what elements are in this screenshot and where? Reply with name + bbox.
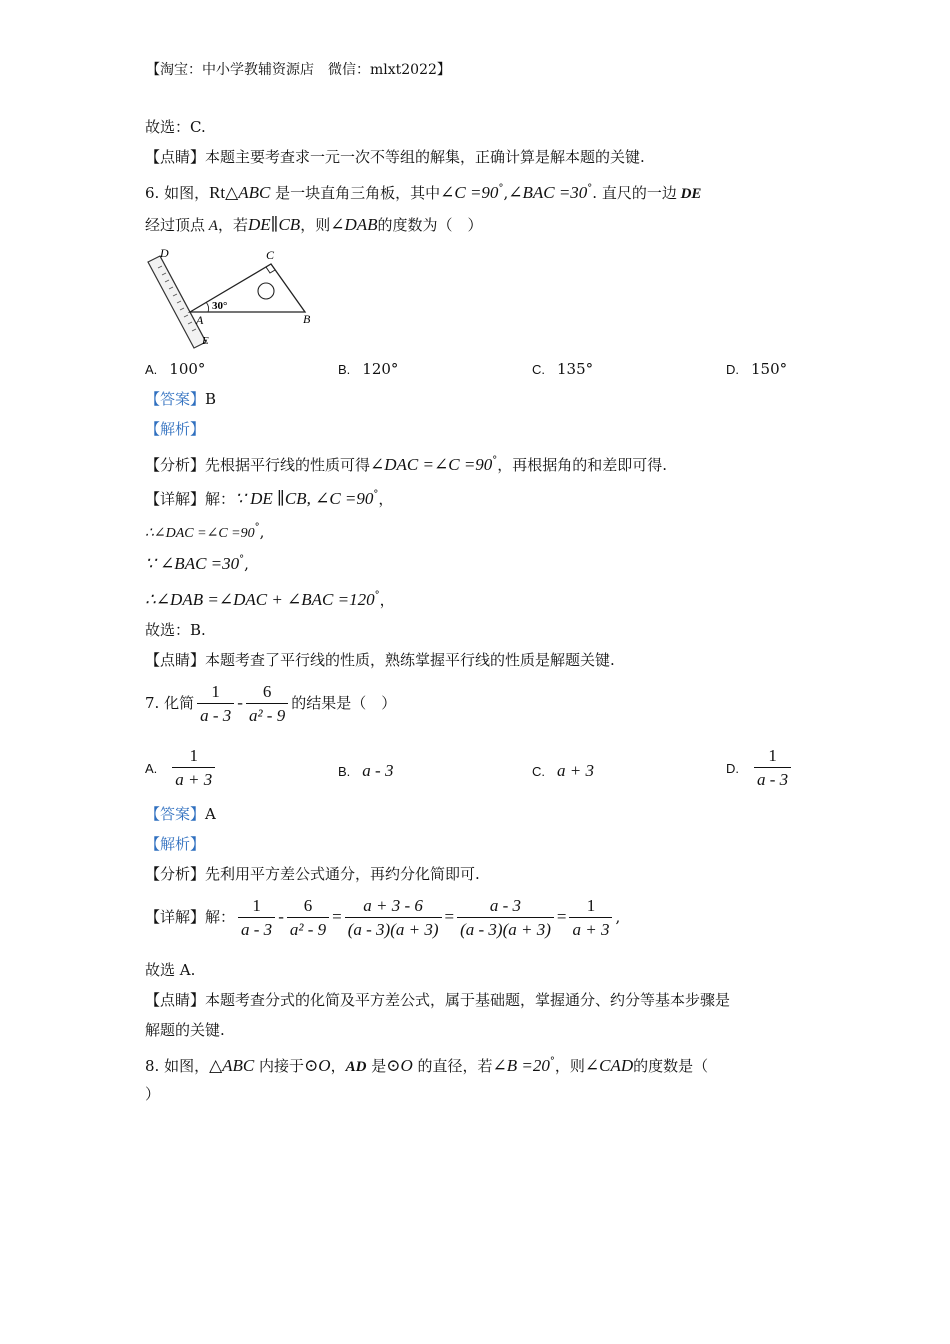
q6-option-c: C. 135° [532, 360, 594, 378]
q7-option-c: C. a + 3 [532, 761, 594, 780]
q5-selection: 故选：C. [145, 118, 206, 136]
q6-step2: ∵ ∠BAC =30°, [145, 554, 249, 573]
q7-answer: 【答案】A [145, 805, 216, 823]
q7-fenxi: 【分析】先利用平方差公式通分，再约分化简即可. [145, 865, 480, 883]
q7-option-b: B. a - 3 [338, 761, 394, 780]
q7-option-a: A. $\frac{1}{a + 3}$ [145, 745, 218, 792]
q8-stem-line1: 8. 如图，△ABC 内接于⊙O，AD 是⊙O 的直径，若∠B =20°，则∠CAD的度数是（ [145, 1056, 709, 1075]
fig-label-c: C [266, 248, 275, 262]
q6-answer: 【答案】B [145, 390, 217, 408]
q8-stem-line2: ） [145, 1085, 161, 1103]
q7-comment-line1: 【点睛】本题考查分式的化简及平方差公式，属于基础题，掌握通分、约分等基本步骤是 [145, 991, 731, 1009]
q6-figure [140, 246, 320, 350]
q6-selection: 故选：B. [145, 621, 206, 639]
q7-stem: 7. 化简 $\frac{1}{a - 3}$ - $\frac{6}{\text{a² - 9}}$ 的结果是（ ） [145, 680, 396, 728]
fig-label-e: E [202, 335, 209, 347]
fig-label-a: A [196, 313, 204, 327]
q7-comment-line2: 解题的关键. [145, 1021, 225, 1039]
q7-option-d: D. $\frac{1}{a - 3}$ [726, 745, 794, 792]
page-header: 【淘宝：中小学教辅资源店 微信：mlxt2022】 [146, 62, 451, 78]
q5-comment: 【点睛】本题主要考查求一元一次不等组的解集，正确计算是解本题的关键. [145, 148, 645, 166]
q6-option-b: B. 120° [338, 360, 399, 378]
q6-step3: ∴∠DAB =∠DAC + ∠BAC =120°， [145, 590, 395, 609]
q7-selection: 故选 A. [145, 961, 196, 979]
fig-label-b: B [303, 312, 311, 326]
q6-stem-line1: 6. 如图，Rt△ABC 是一块直角三角板，其中∠C =90°,∠BAC =30°. 直尺的一边 DE [145, 183, 702, 202]
q6-comment: 【点睛】本题考查了平行线的性质，熟练掌握平行线的性质是解题关键. [145, 651, 615, 669]
q7-frac1: $\frac{1}{a - 3}$ [197, 681, 234, 728]
fig-angle-label: 30° [212, 300, 228, 312]
q6-step1: ∴∠DAC =∠C =90°, [145, 522, 265, 541]
q7-analysis-tag: 【解析】 [145, 835, 206, 853]
q6-option-a: A. 100° [145, 360, 206, 378]
q7-frac2: $\frac{6}{\text{a² - 9}}$ [246, 681, 288, 728]
q7-detail: 【详解】解： $\frac{1}{a - 3}$ - $\frac{6}{\text{a² - 9}}$ = $\frac{a + 3 - 6}{(a - 3)(a + 3)}$ = $\frac{a - 3}{(a - 3)(a + 3)}$ = $\frac{1}{a + 3}$ , [145, 894, 620, 942]
q6-fenxi: 【分析】先根据平行线的性质可得∠DAC =∠C =90°，再根据角的和差即可得. [145, 455, 668, 474]
ruler [148, 256, 206, 348]
q6-detail: 【详解】解：∵ DE ∥CB, ∠C =90°， [145, 489, 394, 508]
fig-label-d: D [160, 246, 169, 260]
q6-stem-line2: 经过顶点 A，若DE∥CB，则∠DAB的度数为（ ） [145, 215, 483, 234]
triangle-abc [190, 264, 305, 312]
q6-analysis-tag: 【解析】 [145, 420, 206, 438]
q6-option-d: D. 150° [726, 360, 788, 378]
